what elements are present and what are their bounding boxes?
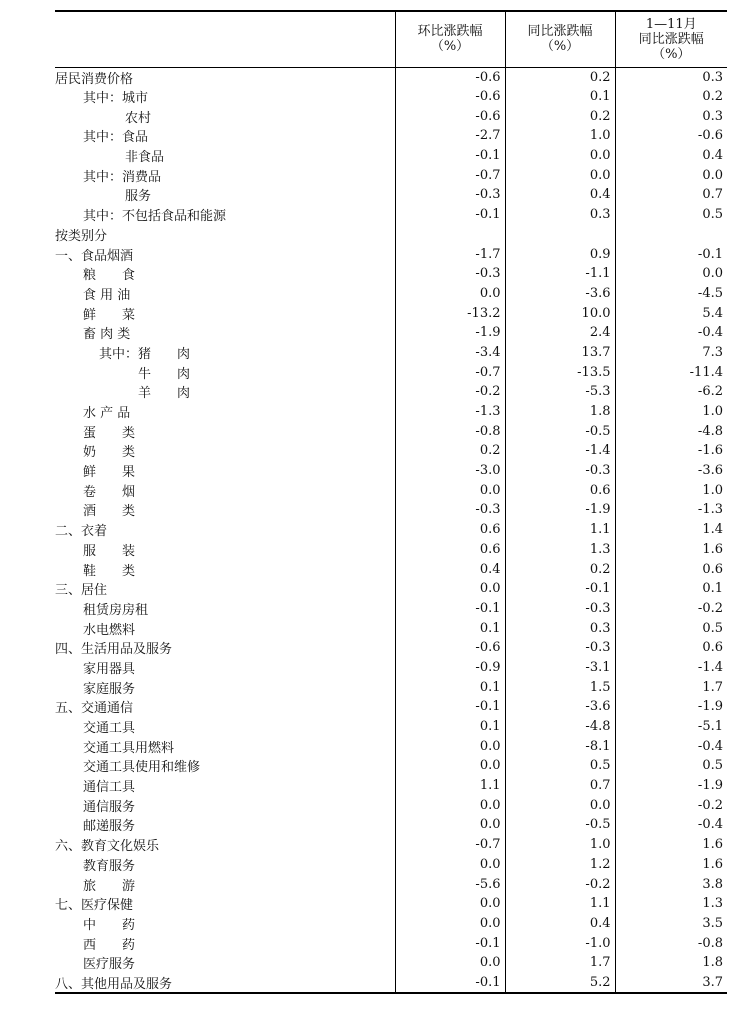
table-row (55, 933, 727, 953)
ytd-value: 0.7 (615, 185, 727, 205)
yoy-value: 0.9 (505, 244, 615, 264)
table-header (55, 11, 727, 67)
mom-value: -2.7 (395, 126, 505, 146)
row-label: 一、食品烟酒 (55, 248, 134, 264)
yoy-value: -0.3 (505, 461, 615, 481)
ytd-value: 0.5 (615, 618, 727, 638)
mom-value: 0.0 (395, 953, 505, 973)
ytd-value: -1.3 (615, 500, 727, 520)
yoy-value: 1.0 (505, 126, 615, 146)
ytd-value: -0.6 (615, 126, 727, 146)
row-label: 蛋 类 (83, 425, 136, 441)
table-row (55, 677, 727, 697)
ytd-value: -0.4 (615, 736, 727, 756)
ytd-value: -0.8 (615, 933, 727, 953)
table-row (55, 185, 727, 205)
ytd-value: 0.3 (615, 106, 727, 126)
ytd-value: -0.2 (615, 599, 727, 619)
yoy-value: 1.0 (505, 835, 615, 855)
row-label: 五、交通通信 (55, 701, 134, 717)
yoy-value: 1.5 (505, 677, 615, 697)
mom-value: 0.6 (395, 540, 505, 560)
yoy-value: 0.2 (505, 106, 615, 126)
header-ytd-unit: （%） (652, 46, 691, 62)
row-label: 服 装 (83, 543, 136, 559)
row-label: 家用器具 (83, 661, 136, 677)
yoy-value: 1.1 (505, 520, 615, 540)
yoy-value: 1.2 (505, 855, 615, 875)
row-label: 牛 肉 (99, 366, 191, 382)
yoy-value: -0.5 (505, 421, 615, 441)
ytd-value: 0.1 (615, 579, 727, 599)
header-ytd (615, 11, 727, 67)
mom-value: 0.0 (395, 894, 505, 914)
yoy-value: -0.3 (505, 599, 615, 619)
yoy-value: 13.7 (505, 343, 615, 363)
row-label: 其中：消费品 (83, 169, 162, 185)
mom-value: -5.6 (395, 874, 505, 894)
row-label: 畜 肉 类 (83, 327, 131, 343)
mom-value: -0.3 (395, 500, 505, 520)
row-label: 鲜 菜 (83, 307, 136, 323)
yoy-value: 5.2 (505, 973, 615, 993)
header-yoy-title: 同比涨跌幅 (527, 24, 593, 40)
yoy-value: 0.6 (505, 480, 615, 500)
yoy-value: 0.5 (505, 756, 615, 776)
table-row (55, 736, 727, 756)
table-row (55, 461, 727, 481)
table-row (55, 717, 727, 737)
mom-value: -0.9 (395, 658, 505, 678)
mom-value: 0.1 (395, 618, 505, 638)
ytd-value: 1.7 (615, 677, 727, 697)
table-row (55, 795, 727, 815)
table-row (55, 244, 727, 264)
mom-value: -0.1 (395, 205, 505, 225)
table-row (55, 284, 727, 304)
yoy-value: -1.4 (505, 441, 615, 461)
table-row (55, 402, 727, 422)
mom-value: -0.1 (395, 933, 505, 953)
ytd-value: -0.1 (615, 244, 727, 264)
table-row (55, 815, 727, 835)
yoy-value: 1.7 (505, 953, 615, 973)
row-label: 其中：城市 (83, 91, 149, 107)
table-row (55, 579, 727, 599)
table-row (55, 520, 727, 540)
row-label: 粮 食 (83, 268, 136, 284)
ytd-value: -1.6 (615, 441, 727, 461)
mom-value: 1.1 (395, 776, 505, 796)
mom-value: -0.1 (395, 146, 505, 166)
row-label: 羊 肉 (99, 386, 191, 402)
ytd-value: 1.6 (615, 835, 727, 855)
ytd-value: -4.5 (615, 284, 727, 304)
mom-value: -0.2 (395, 382, 505, 402)
table-row (55, 953, 727, 973)
ytd-value: 0.2 (615, 87, 727, 107)
table-row (55, 855, 727, 875)
row-label: 非食品 (125, 150, 165, 166)
mom-value: 0.2 (395, 441, 505, 461)
ytd-value: 5.4 (615, 303, 727, 323)
mom-value: -0.6 (395, 638, 505, 658)
ytd-value: -0.4 (615, 815, 727, 835)
mom-value: -0.8 (395, 421, 505, 441)
row-label: 教育服务 (83, 858, 136, 874)
ytd-value: 1.0 (615, 402, 727, 422)
ytd-value: 1.6 (615, 540, 727, 560)
header-mom-title: 环比涨跌幅 (417, 24, 483, 40)
mom-value: -1.3 (395, 402, 505, 422)
row-label: 水 产 品 (83, 406, 131, 422)
table-row (55, 106, 727, 126)
row-label: 通信服务 (83, 799, 136, 815)
table-row (55, 225, 727, 245)
ytd-value: -0.4 (615, 323, 727, 343)
yoy-value: 0.2 (505, 559, 615, 579)
yoy-value: 1.8 (505, 402, 615, 422)
table-row (55, 264, 727, 284)
mom-value: 0.1 (395, 717, 505, 737)
mom-value: 0.0 (395, 480, 505, 500)
table-row (55, 914, 727, 934)
yoy-value: -5.3 (505, 382, 615, 402)
yoy-value: 1.3 (505, 540, 615, 560)
table-body (55, 67, 727, 993)
mom-value (395, 225, 505, 245)
table-row (55, 618, 727, 638)
row-label: 三、居住 (55, 583, 108, 599)
ytd-value: -1.9 (615, 697, 727, 717)
ytd-value: 0.5 (615, 756, 727, 776)
row-label: 旅 游 (83, 878, 136, 894)
table-row (55, 658, 727, 678)
table-row (55, 323, 727, 343)
ytd-value: 7.3 (615, 343, 727, 363)
table-row (55, 874, 727, 894)
row-label: 交通工具 (83, 721, 136, 737)
yoy-value: 0.0 (505, 165, 615, 185)
yoy-value: -3.6 (505, 284, 615, 304)
mom-value: 0.6 (395, 520, 505, 540)
yoy-value: 0.3 (505, 618, 615, 638)
ytd-value: 1.8 (615, 953, 727, 973)
yoy-value: -13.5 (505, 362, 615, 382)
yoy-value: 0.4 (505, 185, 615, 205)
ytd-value: 1.4 (615, 520, 727, 540)
yoy-value: -0.1 (505, 579, 615, 599)
table-row (55, 146, 727, 166)
yoy-value: -4.8 (505, 717, 615, 737)
mom-value: -3.0 (395, 461, 505, 481)
mom-value: 0.4 (395, 559, 505, 579)
table-row (55, 303, 727, 323)
mom-value: -0.3 (395, 185, 505, 205)
row-label: 其中：猪 肉 (99, 346, 191, 362)
ytd-value: -5.1 (615, 717, 727, 737)
yoy-value: -1.9 (505, 500, 615, 520)
table-row (55, 835, 727, 855)
mom-value: -0.6 (395, 67, 505, 87)
row-label: 邮递服务 (83, 819, 136, 835)
row-label: 六、教育文化娱乐 (55, 839, 160, 855)
yoy-value: -3.1 (505, 658, 615, 678)
yoy-value: 0.0 (505, 795, 615, 815)
yoy-value: -0.2 (505, 874, 615, 894)
row-label: 农村 (125, 110, 152, 126)
ytd-value: -4.8 (615, 421, 727, 441)
yoy-value: 0.0 (505, 146, 615, 166)
ytd-value: 1.0 (615, 480, 727, 500)
mom-value: 0.0 (395, 284, 505, 304)
mom-value: 0.0 (395, 815, 505, 835)
header-mom (395, 11, 505, 67)
row-label: 交通工具用燃料 (83, 740, 175, 756)
table-row (55, 67, 727, 87)
table-row (55, 382, 727, 402)
row-label: 交通工具使用和维修 (83, 760, 201, 776)
table-row (55, 205, 727, 225)
row-label: 二、衣着 (55, 524, 108, 540)
ytd-value: 1.3 (615, 894, 727, 914)
mom-value: -0.3 (395, 264, 505, 284)
row-label: 鲜 果 (83, 465, 136, 481)
mom-value: -0.1 (395, 599, 505, 619)
ytd-value: 1.6 (615, 855, 727, 875)
yoy-value: -1.1 (505, 264, 615, 284)
yoy-value (505, 225, 615, 245)
ytd-value: 0.3 (615, 67, 727, 87)
yoy-value: -0.3 (505, 638, 615, 658)
row-label: 水电燃料 (83, 622, 136, 638)
mom-value: -0.1 (395, 973, 505, 993)
ytd-value: -1.9 (615, 776, 727, 796)
mom-value: -1.9 (395, 323, 505, 343)
ytd-value: -0.2 (615, 795, 727, 815)
mom-value: -3.4 (395, 343, 505, 363)
row-label: 按类别分 (55, 228, 108, 244)
table-row (55, 126, 727, 146)
table-row (55, 362, 727, 382)
row-label: 家庭服务 (83, 681, 136, 697)
mom-value: -0.7 (395, 165, 505, 185)
row-label: 七、医疗保健 (55, 898, 134, 914)
row-label: 居民消费价格 (55, 71, 134, 87)
row-label: 其中：食品 (83, 130, 149, 146)
header-ytd-period: 1—11月 (645, 16, 697, 32)
yoy-value: 0.4 (505, 914, 615, 934)
row-label: 食 用 油 (83, 287, 131, 303)
ytd-value: 0.6 (615, 559, 727, 579)
cpi-table (55, 10, 727, 994)
header-yoy (505, 11, 615, 67)
row-label: 鞋 类 (83, 563, 136, 579)
ytd-value: 3.8 (615, 874, 727, 894)
table-row (55, 480, 727, 500)
header-mom-unit: （%） (430, 39, 470, 55)
yoy-value: -3.6 (505, 697, 615, 717)
row-label: 八、其他用品及服务 (55, 973, 395, 993)
table-row (55, 343, 727, 363)
yoy-value: -8.1 (505, 736, 615, 756)
table-row (55, 165, 727, 185)
table-row (55, 697, 727, 717)
ytd-value: 0.0 (615, 264, 727, 284)
ytd-value: 0.4 (615, 146, 727, 166)
header-item-column (55, 11, 395, 67)
ytd-value: -1.4 (615, 658, 727, 678)
yoy-value: 10.0 (505, 303, 615, 323)
ytd-value (615, 225, 727, 245)
mom-value: 0.0 (395, 736, 505, 756)
table-row (55, 441, 727, 461)
yoy-value: -0.5 (505, 815, 615, 835)
table-row (55, 559, 727, 579)
table-row (55, 894, 727, 914)
row-label: 西 药 (83, 937, 136, 953)
row-label: 租赁房房租 (83, 602, 149, 618)
row-label: 四、生活用品及服务 (55, 642, 173, 658)
yoy-value: 0.1 (505, 87, 615, 107)
row-label: 奶 类 (83, 445, 136, 461)
ytd-value: -3.6 (615, 461, 727, 481)
row-label: 其中：不包括食品和能源 (83, 209, 227, 225)
mom-value: 0.0 (395, 756, 505, 776)
mom-value: 0.0 (395, 795, 505, 815)
yoy-value: -1.0 (505, 933, 615, 953)
mom-value: -1.7 (395, 244, 505, 264)
mom-value: 0.0 (395, 579, 505, 599)
row-label: 通信工具 (83, 780, 136, 796)
table-row (55, 776, 727, 796)
table-row (55, 756, 727, 776)
row-label: 卷 烟 (83, 484, 136, 500)
mom-value: -0.1 (395, 697, 505, 717)
yoy-value: 0.2 (505, 67, 615, 87)
row-label: 酒 类 (83, 504, 136, 520)
row-label: 医疗服务 (83, 957, 136, 973)
ytd-value: 0.5 (615, 205, 727, 225)
table-row (55, 540, 727, 560)
ytd-value: -11.4 (615, 362, 727, 382)
mom-value: 0.1 (395, 677, 505, 697)
table-row (55, 638, 727, 658)
table-row (55, 421, 727, 441)
mom-value: 0.0 (395, 914, 505, 934)
mom-value: -0.6 (395, 87, 505, 107)
header-row (55, 11, 727, 67)
mom-value: -13.2 (395, 303, 505, 323)
row-label: 中 药 (83, 917, 136, 933)
ytd-value: 0.0 (615, 165, 727, 185)
yoy-value: 2.4 (505, 323, 615, 343)
ytd-value: 3.7 (615, 973, 727, 993)
table-row (55, 87, 727, 107)
mom-value: -0.7 (395, 362, 505, 382)
table-row (55, 973, 727, 993)
mom-value: -0.7 (395, 835, 505, 855)
mom-value: 0.0 (395, 855, 505, 875)
yoy-value: 0.3 (505, 205, 615, 225)
table-row (55, 500, 727, 520)
header-yoy-unit: （%） (540, 39, 580, 55)
ytd-value: -6.2 (615, 382, 727, 402)
ytd-value: 0.6 (615, 638, 727, 658)
table-row (55, 599, 727, 619)
yoy-value: 1.1 (505, 894, 615, 914)
yoy-value: 0.7 (505, 776, 615, 796)
ytd-value: 3.5 (615, 914, 727, 934)
mom-value: -0.6 (395, 106, 505, 126)
header-ytd-title: 同比涨跌幅 (638, 31, 704, 47)
row-label: 服务 (125, 189, 152, 205)
